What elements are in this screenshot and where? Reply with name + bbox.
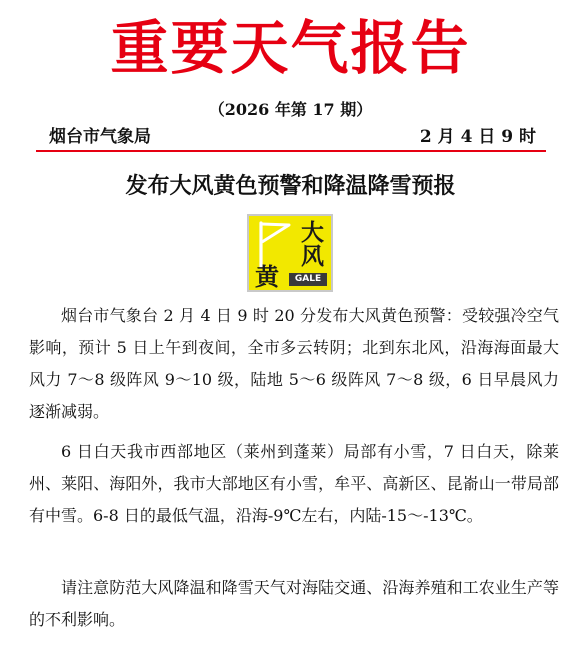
- report-headline: 发布大风黄色预警和降温降雪预报: [125, 174, 456, 199]
- body-paragraph-warning: 烟台市气象台 2 月 4 日 9 时 20 分发布大风黄色预警：受较强冷空气影响，预计 5 日上午到夜间，全市多云转阴；北到东北风，沿海海面最大风力 7～8 级阵风 9～10 级，陆地 5～6 级阵风 7～8 级，6 日早晨风力逐渐减弱。: [29, 306, 559, 421]
- body-paragraph-advice: 请注意防范大风降温和降雪天气对海陆交通、沿海养殖和工农业生产等的不利影响。: [29, 578, 559, 629]
- warning-char-big: 大: [301, 219, 324, 246]
- body-paragraph-snow-forecast: 6 日白天我市西部地区（莱州到蓬莱）局部有小雪，7 日白天，除莱州、莱阳、海阳外，我市大部地区有小雪，牟平、高新区、昆嵛山一带局部有中雪。6-8 日的最低气温，沿海-9℃左右，内陆-15～-13℃。: [29, 442, 559, 525]
- issue-time: 2 月 4 日 9 时: [419, 127, 536, 147]
- gale-yellow-warning-icon: [247, 214, 333, 292]
- warning-char-wind: 风: [301, 243, 324, 270]
- header-divider: [36, 150, 546, 152]
- issuing-agency: 烟台市气象局: [49, 127, 151, 147]
- warning-char-yellow: 黄: [255, 262, 279, 291]
- issue-number: （2026 年第 17 期）: [208, 100, 373, 119]
- gale-badge: GALE: [289, 273, 327, 286]
- report-masthead-title: 重要天气报告: [110, 14, 471, 82]
- report-meta-row: [36, 124, 546, 150]
